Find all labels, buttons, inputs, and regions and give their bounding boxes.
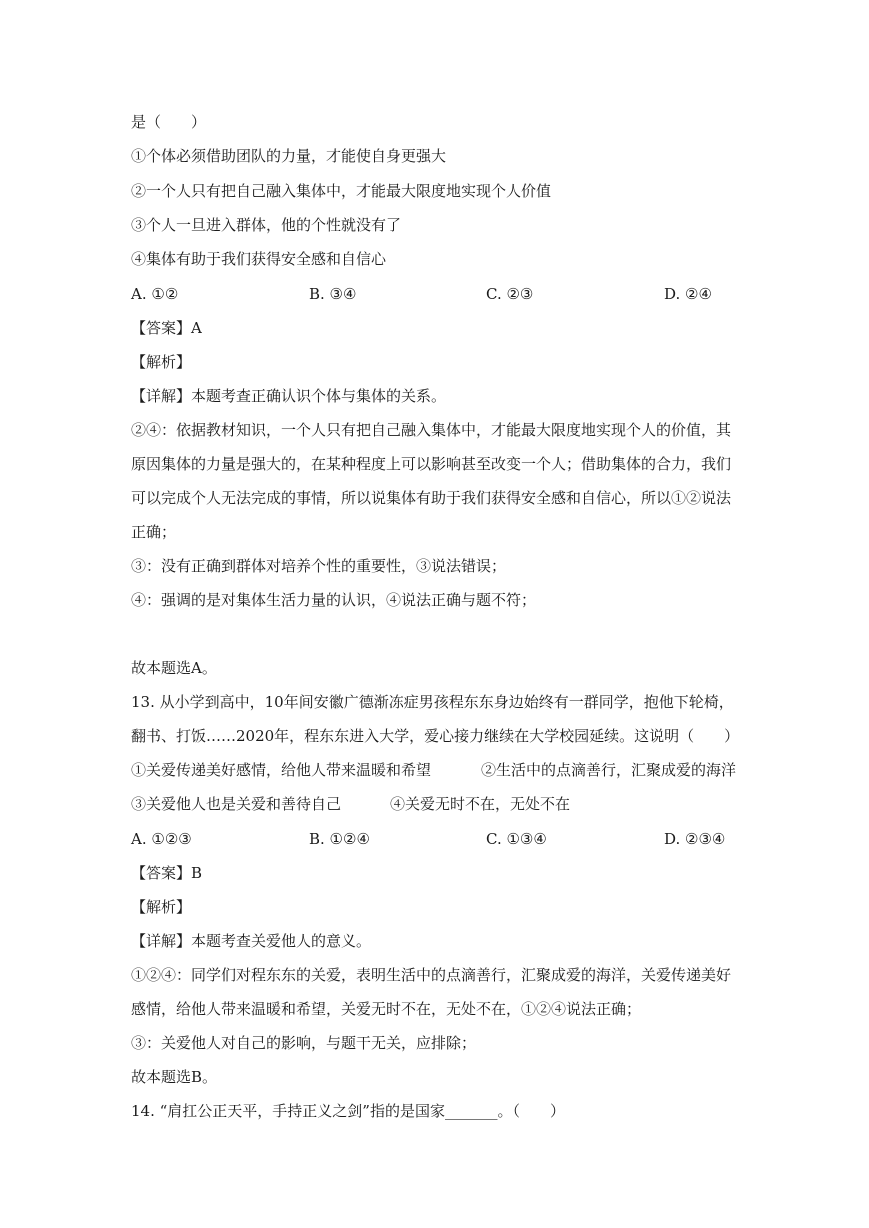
q12-item-1: ①个体必须借助团队的力量，才能使自身更强大 bbox=[131, 147, 447, 165]
q13-detail: 【详解】本题考查关爱他人的意义。 bbox=[131, 932, 372, 950]
q12-item-4: ④集体有助于我们获得安全感和自信心 bbox=[131, 250, 387, 268]
q12-expl-3: 可以完成个人无法完成的事情，所以说集体有助于我们获得安全感和自信心，所以①②说法 bbox=[131, 489, 732, 507]
q13-option-b: B. ①②④ bbox=[309, 830, 370, 848]
q12-option-d: D. ②④ bbox=[664, 285, 712, 303]
q13-answer: 【答案】B bbox=[131, 864, 203, 882]
q12-option-a: A. ①② bbox=[131, 285, 179, 303]
q13-option-d: D. ②③④ bbox=[664, 830, 726, 848]
q13-expl-1: ①②④：同学们对程东东的关爱，表明生活中的点滴善行，汇聚成爱的海洋，关爱传递美好 bbox=[131, 966, 732, 984]
q13-item-4: ④关爱无时不在，无处不在 bbox=[390, 795, 571, 813]
q12-option-c: C. ②③ bbox=[486, 285, 534, 303]
q12-analysis-label: 【解析】 bbox=[131, 353, 192, 371]
q13-conclusion: 故本题选B。 bbox=[131, 1068, 218, 1086]
q12-detail: 【详解】本题考查正确认识个体与集体的关系。 bbox=[131, 387, 447, 405]
q12-stem-tail: 是（ ） bbox=[131, 113, 207, 131]
q13-expl-3: ③：关爱他人对自己的影响，与题干无关，应排除； bbox=[131, 1034, 477, 1052]
q13-option-c: C. ①③④ bbox=[486, 830, 547, 848]
q13-item-1: ①关爱传递美好感情，给他人带来温暖和希望 bbox=[131, 761, 432, 779]
q12-expl-4: 正确； bbox=[131, 523, 177, 541]
q12-conclusion: 故本题选A。 bbox=[131, 659, 217, 677]
q13-stem-line-2: 翻书、打饭……2020年，程东东进入大学，爱心接力继续在大学校园延续。这说明（ ） bbox=[131, 727, 740, 745]
q13-item-3: ③关爱他人也是关爱和善待自己 bbox=[131, 795, 342, 813]
q13-item-2: ②生活中的点滴善行，汇聚成爱的海洋 bbox=[481, 761, 737, 779]
q12-expl-5: ③：没有正确到群体对培养个性的重要性，③说法错误； bbox=[131, 557, 507, 575]
q12-expl-6: ④：强调的是对集体生活力量的认识，④说法正确与题不符； bbox=[131, 591, 537, 609]
q13-analysis-label: 【解析】 bbox=[131, 898, 192, 916]
q12-item-3: ③个人一旦进入群体，他的个性就没有了 bbox=[131, 216, 402, 234]
q12-answer: 【答案】A bbox=[131, 319, 202, 337]
q13-stem-line-1: 13. 从小学到高中，10年间安徽广德渐冻症男孩程东东身边始终有一群同学，抱他下轮椅， bbox=[131, 693, 734, 711]
q14-stem: 14. “肩扛公正天平，手持正义之剑”指的是国家_______。（ ） bbox=[131, 1102, 565, 1120]
q12-expl-2: 原因集体的力量是强大的，在某种程度上可以影响甚至改变一个人；借助集体的合力，我们 bbox=[131, 455, 732, 473]
q12-expl-1: ②④：依据教材知识，一个人只有把自己融入集体中，才能最大限度地实现个人的价值，其 bbox=[131, 421, 732, 439]
q13-option-a: A. ①②③ bbox=[131, 830, 192, 848]
q12-item-2: ②一个人只有把自己融入集体中，才能最大限度地实现个人价值 bbox=[131, 182, 552, 200]
q13-expl-2: 感情，给他人带来温暖和希望，关爱无时不在，无处不在，①②④说法正确； bbox=[131, 1000, 642, 1018]
q12-option-b: B. ③④ bbox=[309, 285, 357, 303]
